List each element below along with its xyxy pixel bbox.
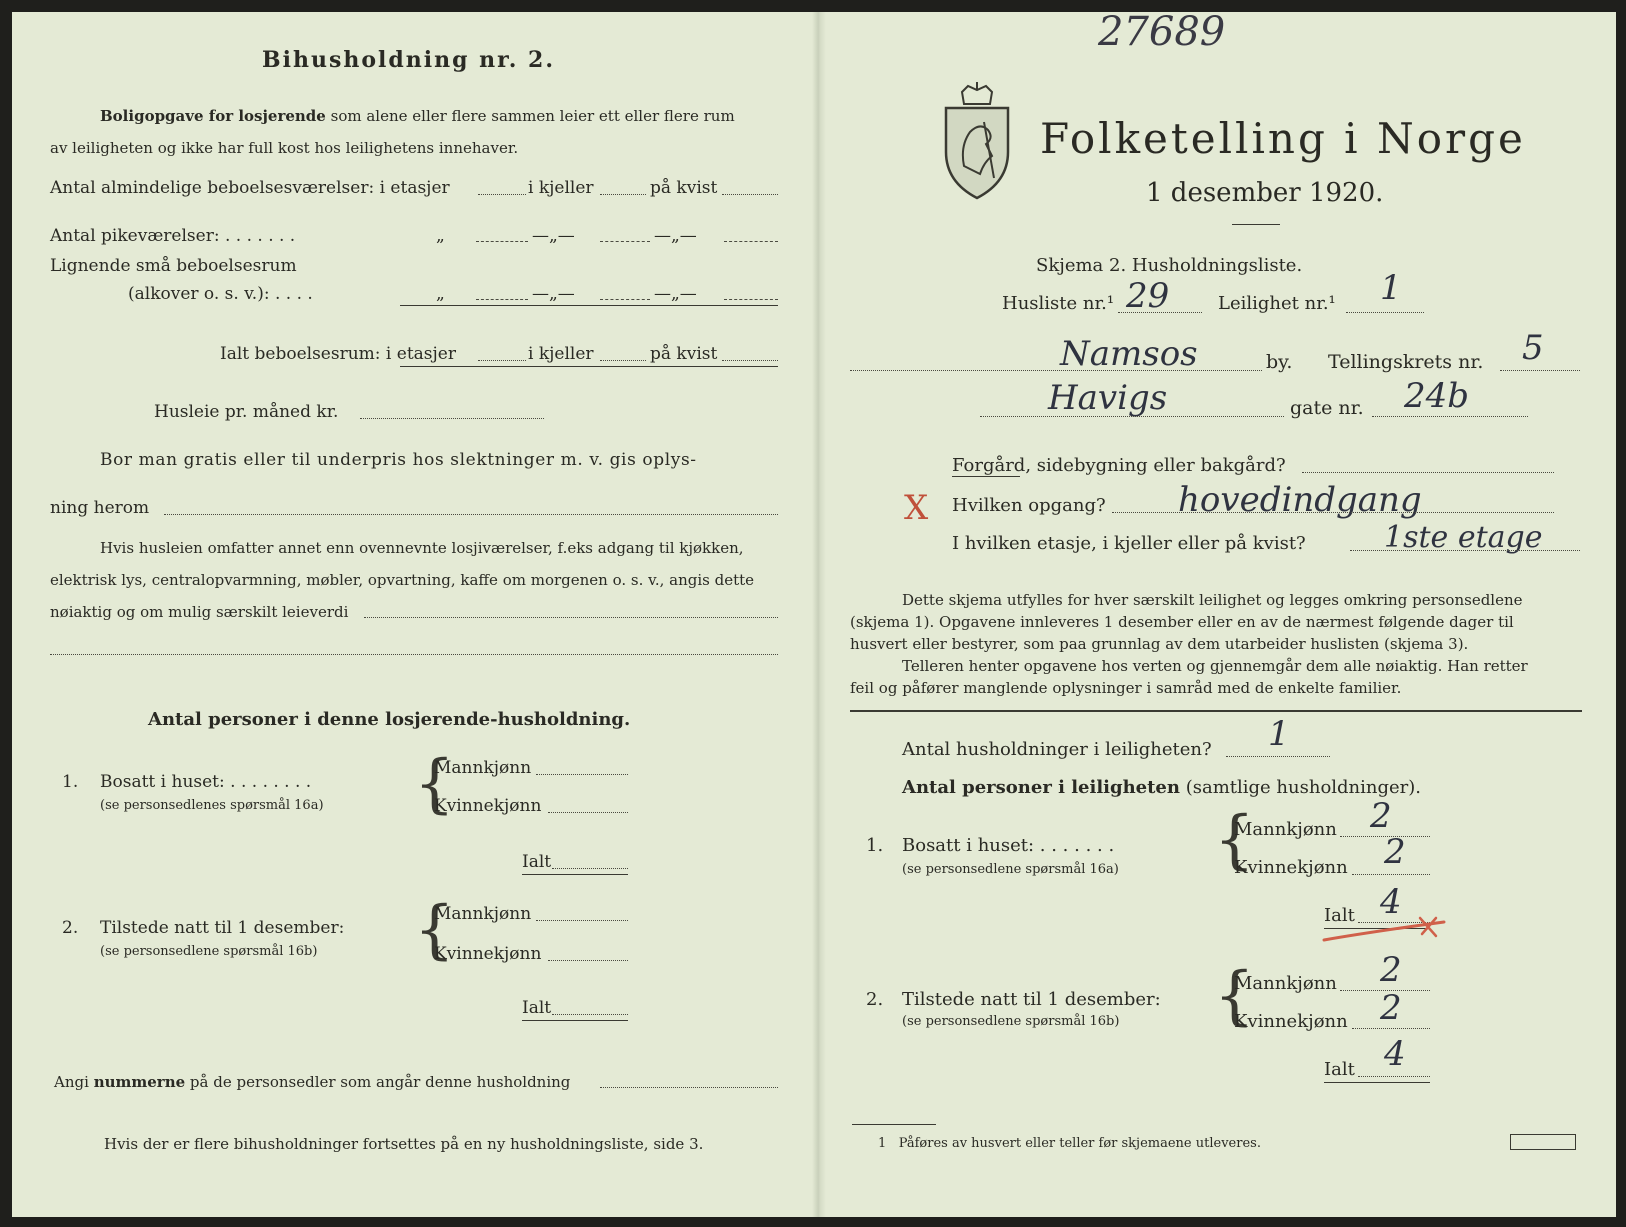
left-q1-ialt-rule (522, 874, 628, 875)
ialt-kvist-field[interactable] (722, 360, 778, 361)
sum-rule-2 (400, 366, 778, 367)
right-q2-kvinne-value[interactable]: 2 (1380, 988, 1402, 1028)
lignende-kjeller-field[interactable] (600, 299, 650, 300)
left-q2-brace: { (414, 893, 455, 967)
left-footer: Hvis der er flere bihusholdninger fortsettes på en ny husholdningsliste, side 3. (104, 1135, 704, 1153)
rooms-kvist-field[interactable] (722, 194, 778, 195)
right-q2-brace: { (1214, 959, 1255, 1033)
left-q2-ialt-field[interactable] (552, 1014, 628, 1015)
gate-label: gate nr. (1290, 397, 1364, 419)
lignende-ditto: „ (436, 284, 445, 304)
left-q1-mann-label: Mannkjønn (434, 758, 532, 778)
intro-line-1: Boligopgave for losjerende som alene eller flere sammen leier ett eller flere rum (100, 107, 735, 125)
right-q2-num: 2. (866, 989, 884, 1010)
lignende-etasjer-field[interactable] (476, 299, 528, 300)
opgang-label: Hvilken opgang? (952, 495, 1106, 516)
leilighet-field (1346, 312, 1424, 313)
gate-field (980, 416, 1284, 417)
right-q2-ialt-rule (1324, 1082, 1430, 1083)
forgard-field[interactable] (1302, 472, 1554, 473)
gate-value[interactable]: Havigs (1048, 378, 1168, 418)
leilighet-label: Leilighet nr.¹ (1218, 293, 1336, 314)
angi-line: Angi nummerne på de personsedler som angår denne husholdning (54, 1073, 571, 1091)
intro-line-2: av leiligheten og ikke har full kost hos leilighetens innehaver. (50, 139, 519, 157)
opgang-value[interactable]: hovedindgang (1178, 480, 1422, 520)
by-value[interactable]: Namsos (1060, 334, 1198, 374)
right-q2-ialt-value[interactable]: 4 (1384, 1034, 1406, 1074)
hush-field (1226, 756, 1330, 757)
right-q1-mann-label: Mannkjønn (1234, 819, 1337, 840)
gratis-line-1: Bor man gratis eller til underpris hos slektninger m. v. gis oplys- (100, 450, 697, 470)
extra-line-2: elektrisk lys, centralopvarmning, møbler, opvartning, kaffe om morgenen o. s. v., angis dette (50, 571, 755, 589)
gate-nr-field (1372, 416, 1528, 417)
opgang-field (1112, 512, 1554, 513)
krets-label: Tellingskrets nr. (1328, 351, 1484, 373)
leilighet-value[interactable]: 1 (1380, 268, 1402, 308)
right-q2-ialt-field (1358, 1076, 1430, 1077)
right-q2-label: Tilstede natt til 1 desember: (902, 989, 1161, 1010)
right-q1-brace: { (1214, 803, 1255, 877)
printer-stamp (1510, 1134, 1576, 1150)
left-title: Bihusholdning nr. 2. (262, 47, 555, 73)
right-q1-kvinne-label: Kvinnekjønn (1234, 857, 1348, 878)
rooms-etasjer-field[interactable] (478, 194, 526, 195)
pike-ditto: „ (436, 226, 445, 246)
left-q1-kvinne-field[interactable] (548, 812, 628, 813)
instr-line-1: Dette skjema utfylles for hver særskilt leilighet og legges omkring personsedlene (902, 591, 1523, 609)
gratis-field[interactable] (164, 514, 778, 515)
right-q2-kvinne-field (1352, 1028, 1430, 1029)
right-q1-label: Bosatt i huset: . . . . . . . (902, 835, 1115, 856)
pike-ditto-dash-2: —„— (654, 226, 697, 246)
left-q1-ialt-label: Ialt (522, 852, 552, 872)
opgang-mark: X (904, 488, 929, 528)
by-label: by. (1266, 351, 1293, 373)
rooms-label: Antal almindelige beboelsesværelser: i etasjer (50, 178, 450, 198)
left-q1-sub: (se personsedlenes spørsmål 16a) (100, 798, 324, 813)
instr-line-5: feil og påfører manglende oplysninger i samråd med de enkelte familier. (850, 679, 1402, 697)
right-q1-sub: (se personsedlene spørsmål 16a) (902, 862, 1119, 877)
red-correction-stroke-icon (1320, 916, 1450, 946)
ialt-kjeller-label: i kjeller (528, 344, 594, 364)
husliste-label: Husliste nr.¹ (1002, 293, 1115, 314)
gate-nr-value[interactable]: 24b (1404, 376, 1470, 416)
pike-kjeller-field[interactable] (600, 241, 650, 242)
left-q1-brace: { (414, 747, 455, 821)
page-fold (812, 12, 826, 1217)
left-q2-num: 2. (62, 918, 79, 938)
lignende-ditto-dash-1: —„— (532, 284, 575, 304)
extra-line-1: Hvis husleien omfatter annet enn ovennevnte losjiværelser, f.eks adgang til kjøkken, (100, 539, 744, 557)
right-q1-num: 1. (866, 835, 884, 856)
forgard-underline (952, 476, 1020, 477)
krets-value[interactable]: 5 (1522, 328, 1544, 368)
instr-line-2: (skjema 1). Opgavene innleveres 1 desember eller en av de nærmest følgende dager til (850, 613, 1514, 631)
footnote: 1 Påføres av husvert eller teller før skjemaene utleveres. (878, 1136, 1261, 1151)
right-q2-sub: (se personsedlene spørsmål 16b) (902, 1014, 1120, 1029)
left-q2-kvinne-field[interactable] (548, 960, 628, 961)
left-q1-kvinne-label: Kvinnekjønn (434, 796, 542, 816)
etasje-value[interactable]: 1ste etage (1384, 520, 1543, 555)
left-q1-mann-field[interactable] (536, 774, 628, 775)
pike-ditto-dash-1: —„— (532, 226, 575, 246)
ialt-kjeller-field[interactable] (600, 360, 646, 361)
left-q1-ialt-field[interactable] (552, 868, 628, 869)
husliste-value[interactable]: 29 (1126, 276, 1170, 316)
husleie-label: Husleie pr. måned kr. (154, 402, 339, 422)
hush-label: Antal husholdninger i leiligheten? (902, 739, 1212, 760)
right-title: Folketelling i Norge (1040, 114, 1526, 163)
etasje-field (1350, 550, 1580, 551)
pike-etasjer-field[interactable] (476, 241, 528, 242)
left-q1-num: 1. (62, 772, 79, 792)
pike-label: Antal pikeværelser: . . . . . . . (50, 226, 296, 246)
left-q1-label: Bosatt i huset: . . . . . . . . (100, 772, 312, 792)
left-q2-kvinne-label: Kvinnekjønn (434, 944, 542, 964)
ialt-kvist-label: på kvist (650, 344, 718, 364)
rooms-kjeller-field[interactable] (600, 194, 646, 195)
ialt-rooms-label: Ialt beboelsesrum: i etasjer (220, 344, 456, 364)
right-q2-mann-label: Mannkjønn (1234, 973, 1337, 994)
hush-value[interactable]: 1 (1268, 714, 1290, 754)
right-q2-ialt-label: Ialt (1324, 1059, 1355, 1080)
right-q2-kvinne-label: Kvinnekjønn (1234, 1011, 1348, 1032)
left-q2-mann-label: Mannkjønn (434, 904, 532, 924)
left-q2-ialt-rule (522, 1020, 628, 1021)
right-q1-kvinne-value[interactable]: 2 (1384, 832, 1406, 872)
forgard-label: Forgård, sidebygning eller bakgård? (952, 455, 1286, 476)
rooms-kvist-label: på kvist (650, 178, 718, 198)
extra-line-3: nøiaktig og om mulig særskilt leieverdi (50, 603, 349, 621)
title-rule (1232, 224, 1280, 225)
right-q1-ialt-label: Ialt (1324, 905, 1355, 926)
etasje-label: I hvilken etasje, i kjeller eller på kvist? (952, 533, 1306, 554)
left-persons-heading: Antal personer i denne losjerende-husholdning. (148, 709, 631, 730)
instr-rule (850, 710, 1582, 712)
schema-label: Skjema 2. Husholdningsliste. (1036, 255, 1303, 276)
rooms-kjeller-label: i kjeller (528, 178, 594, 198)
left-q2-mann-field[interactable] (536, 920, 628, 921)
left-q2-sub: (se personsedlene spørsmål 16b) (100, 944, 318, 959)
sum-rule-1 (400, 305, 778, 306)
ialt-etasjer-field[interactable] (478, 360, 526, 361)
right-q1-kvinne-field (1352, 874, 1430, 875)
left-q2-label: Tilstede natt til 1 desember: (100, 918, 345, 938)
krets-field (1500, 370, 1580, 371)
instr-line-4: Telleren henter opgavene hos verten og gjennemgår dem alle nøiaktig. Han retter (902, 657, 1528, 675)
left-q2-ialt-label: Ialt (522, 998, 552, 1018)
right-q1-ialt-value[interactable]: 4 (1380, 882, 1402, 922)
gratis-line-2: ning herom (50, 498, 150, 518)
leieverdi-field[interactable] (364, 617, 778, 618)
right-q2-mann-value[interactable]: 2 (1380, 950, 1402, 990)
lignende-kvist-field[interactable] (724, 299, 778, 300)
by-field (850, 370, 1262, 371)
archive-number: 27689 (1098, 9, 1226, 55)
lignende-label-1: Lignende små beboelsesrum (50, 256, 297, 276)
leieverdi-field-2[interactable] (50, 654, 778, 655)
lignende-ditto-dash-2: —„— (654, 284, 697, 304)
right-date: 1 desember 1920. (1146, 178, 1384, 208)
husliste-field (1118, 312, 1202, 313)
pike-kvist-field[interactable] (724, 241, 778, 242)
instr-line-3: husvert eller bestyrer, som paa grunnlag av dem utarbeider huslisten (skjema 3). (850, 635, 1469, 653)
lignende-label-2: (alkover o. s. v.): . . . . (128, 284, 313, 304)
footnote-rule (852, 1124, 936, 1125)
coat-of-arms-icon (940, 82, 1014, 202)
right-persons-heading: Antal personer i leiligheten (samtlige husholdninger). (902, 777, 1422, 798)
husleie-field[interactable] (360, 418, 544, 419)
right-q1-mann-value[interactable]: 2 (1370, 796, 1392, 836)
angi-field[interactable] (600, 1087, 778, 1088)
